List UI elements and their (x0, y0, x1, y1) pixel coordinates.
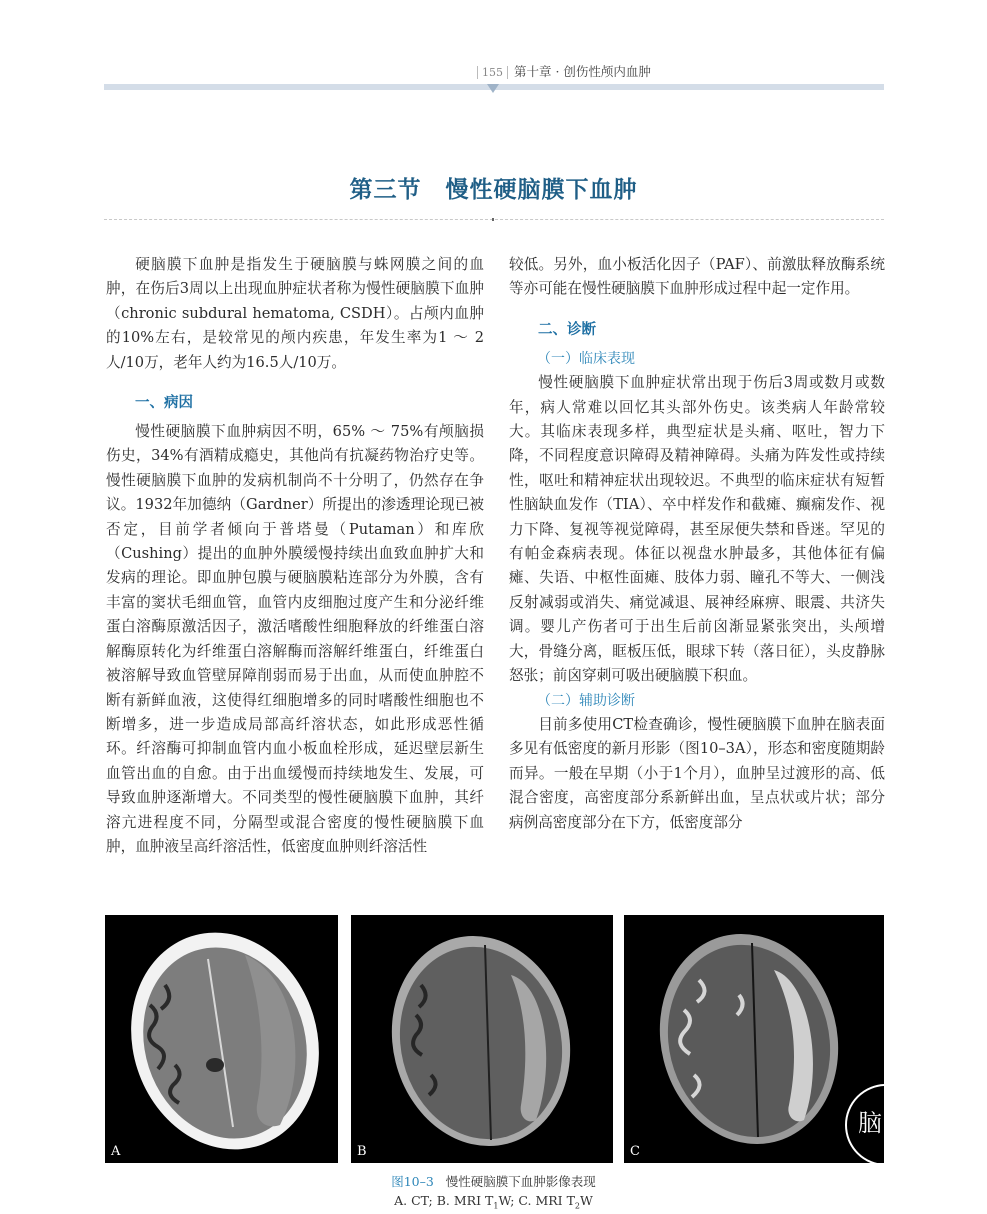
figure-panel-a (105, 915, 338, 1163)
figure-panels (0, 915, 987, 1163)
title-divider-mark (492, 218, 494, 221)
figure-title: 慢性硬脑膜下血肿影像表现 (445, 1174, 596, 1189)
intro-paragraph: 硬脑膜下血肿是指发生于硬脑膜与蛛网膜之间的血肿，在伤后3周以上出现血肿症状者称为慢性硬脑膜下血肿（chronic subdural hematoma, CSDH）。占颅内血肿的10%左右，是较常见的颅内疾患，年发生率为1 ～ 2人/10万，老年人约为16.5人/10万。 (106, 256, 484, 371)
etiology-continued: 较低。另外，血小板活化因子（PAF）、前激肽释放酶系统等亦可能在慢性硬脑膜下血肿形成过程中起一定作用。 (509, 256, 885, 298)
figure-number: 图10–3 (391, 1174, 434, 1189)
section-title: 第三节 慢性硬脑膜下血肿 (349, 176, 638, 203)
subheading-auxiliary: （二）辅助诊断 (537, 692, 635, 709)
watermark-char: 脑 (858, 1109, 882, 1137)
heading-etiology: 一、病因 (135, 395, 193, 412)
page-number: 155 (477, 66, 508, 79)
subcaption-part: W (580, 1193, 593, 1208)
figure-panel-c (624, 915, 884, 1163)
subheading-clinical: （一）临床表现 (537, 350, 635, 367)
running-head (477, 62, 651, 80)
subcaption-part: A. CT; B. MRI T (394, 1193, 494, 1208)
page-header (0, 58, 987, 98)
subscript-1: 1 (493, 1201, 499, 1211)
clinical-paragraph: 慢性硬脑膜下血肿症状常出现于伤后3周或数月或数年，病人常难以回忆其头部外伤史。该类病人年龄常较大。其临床表现多样，典型症状是头痛、呕吐，智力下降，不同程度意识障碍及精神障碍。头痛为阵发性或持续性，呕吐和精神症状出现较迟。不典型的临床症状有短暂性脑缺血发作（TIA）、卒中样发作和截瘫、癫痫发作、视力下降、复视等视觉障碍，甚至尿便失禁和昏迷。罕见的有帕金森病表现。体征以视盘水肿最多，其他体征有偏瘫、失语、中枢性面瘫、肢体力弱、瞳孔不等大、一侧浅反射减弱或消失、痛觉减退、展神经麻痹、眼震、共济失调。婴儿产伤者可于出生后前囟渐显紧张突出，头颅增大，骨缝分离，眶板压低，眼球下转（落日征），头皮静脉怒张；前囟穿刺可吸出硬脑膜下积血。 (509, 374, 885, 685)
figure-panel-b (351, 915, 613, 1163)
heading-diagnosis: 二、诊断 (538, 321, 596, 338)
auxiliary-paragraph: 目前多使用CT检查确诊，慢性硬脑膜下血肿在脑表面多见有低密度的新月形影（图10–3A），形态和密度随期龄而异。一般在早期（小于1个月），血肿呈过渡形的高、低混合密度，高密度部分系新鲜出血，呈点状或片状；部分病例高密度部分在下方，低密度部分 (509, 715, 885, 831)
etiology-paragraph: 慢性硬脑膜下血肿病因不明，65% ～ 75%有颅脑损伤史，34%有酒精成瘾史，其他尚有抗凝药物治疗史等。慢性硬脑膜下血肿的发病机制尚不十分明了，仍然存在争议。1932年加德纳（Gardner）所提出的渗透理论现已被否定，目前学者倾向于普塔曼（Putaman）和库欣（Cushing）提出的血肿外膜缓慢持续出血致血肿扩大和发病的理论。即血肿包膜与硬脑膜粘连部分为外膜，含有丰富的窦状毛细血管，血管内皮细胞过度产生和分泌纤维蛋白溶酶原激活因子，激活嗜酸性细胞释放的纤维蛋白溶解酶原转化为纤维蛋白溶解酶而溶解纤维蛋白，纤维蛋白被溶解导致血管壁屏障削弱而易于出血，从而使血肿腔不断有新鲜血液，这使得红细胞增多的同时嗜酸性细胞也不断增多，进一步造成局部高纤溶状态，如此形成恶性循环。纤溶酶可抑制血管内血小板血栓形成，延迟壁层新生血管出血的自愈。由于出血缓慢而持续地发生、发展，可导致血肿逐渐增大。不同类型的慢性硬脑膜下血肿，其纤溶亢进程度不同，分隔型或混合密度的慢性硬脑膜下血肿，血肿液呈高纤溶活性，低密度血肿则纤溶活性 (106, 423, 484, 855)
subscript-2: 2 (574, 1201, 581, 1211)
right-column (509, 253, 885, 835)
ct-brain-scan-icon (105, 915, 338, 1163)
left-column (106, 253, 484, 859)
header-triangle-icon (487, 84, 499, 93)
chapter-title: 第十章 · 创伤性颅内血肿 (514, 64, 651, 79)
title-divider (104, 219, 884, 220)
panel-label-a: A (111, 1144, 121, 1159)
panel-label-c: C (630, 1144, 640, 1159)
mri-t1-brain-scan-icon (351, 915, 613, 1163)
panel-label-b: B (357, 1144, 367, 1159)
subcaption-part: W; C. MRI T (498, 1193, 575, 1208)
mri-t2-brain-scan-icon (624, 915, 884, 1163)
figure-subcaption (0, 1193, 987, 1211)
figure-caption (0, 1172, 987, 1190)
